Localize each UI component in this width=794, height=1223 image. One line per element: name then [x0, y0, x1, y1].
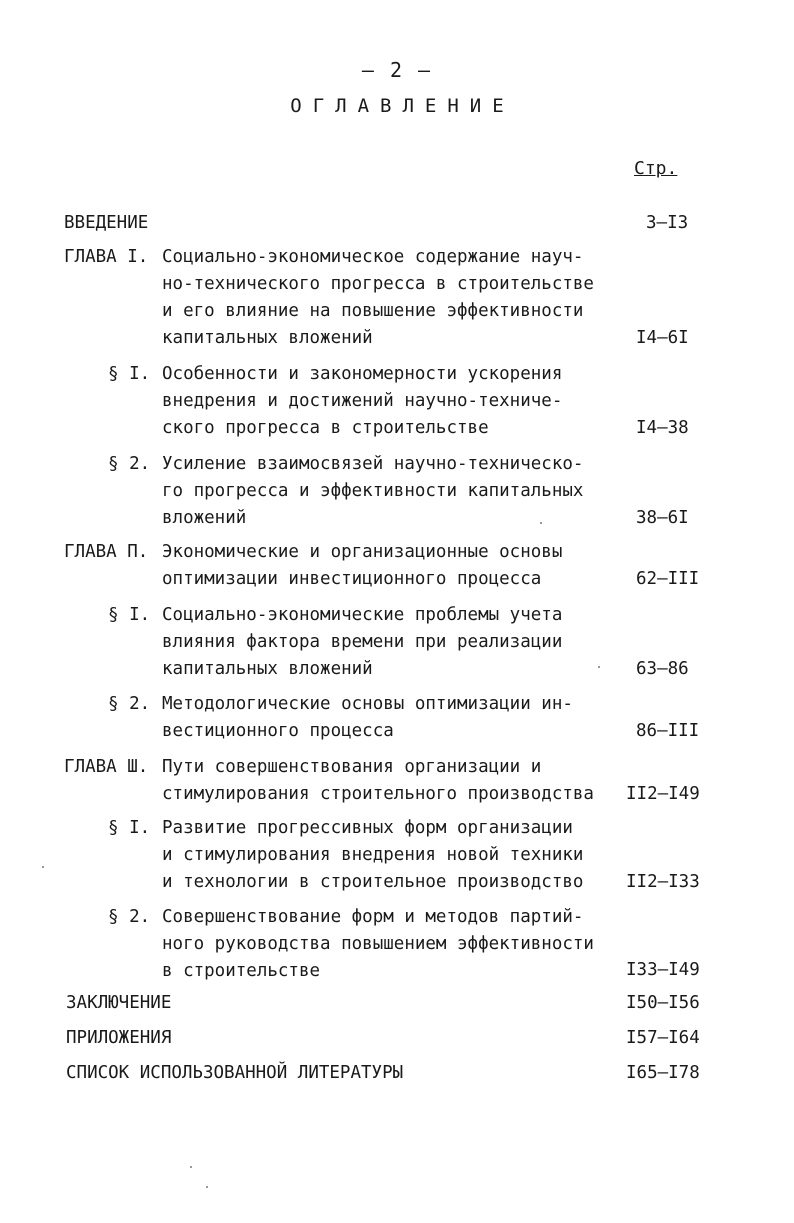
toc-entry-pages: 62–III: [636, 569, 700, 589]
toc-entry-text: оптимизации инвестиционного процесса: [162, 569, 542, 589]
toc-entry-text: ного руководства повышением эффективности: [162, 934, 594, 954]
toc-entry-label: § 2.: [108, 454, 151, 474]
toc-entry-label: § 2.: [108, 907, 151, 927]
toc-entry-label: § I.: [108, 605, 151, 625]
toc-entry-label: ПРИЛОЖЕНИЯ: [66, 1028, 172, 1048]
toc-entry-text: Развитие прогрессивных форм организации: [162, 818, 573, 838]
toc-entry-pages: II2–I49: [626, 784, 700, 804]
toc-entry-pages: I65–I78: [626, 1063, 700, 1083]
toc-entry-text: Социально-экономическое содержание науч-: [162, 247, 584, 267]
scan-speck: [206, 1186, 208, 1188]
toc-title: ОГЛАВЛЕНИЕ: [290, 95, 515, 117]
toc-entry-label: § 2.: [108, 694, 151, 714]
toc-entry-text: Усиление взаимосвязей научно-техническо-: [162, 454, 584, 474]
toc-entry-text: Экономические и организационные основы: [162, 542, 563, 562]
toc-entry-text: и его влияние на повышение эффективности: [162, 301, 584, 321]
toc-entry-text: Особенности и закономерности ускорения: [162, 364, 563, 384]
toc-entry-label: ГЛАВА Ш.: [64, 757, 149, 777]
toc-entry-text: вложений: [162, 508, 247, 528]
toc-entry-text: Пути совершенствования организации и: [162, 757, 542, 777]
scan-speck: [540, 522, 542, 524]
toc-entry-text: капитальных вложений: [162, 659, 373, 679]
toc-entry-label: ГЛАВА I.: [64, 247, 149, 267]
toc-entry-label: ГЛАВА П.: [64, 542, 149, 562]
toc-entry-pages: 63–86: [636, 659, 689, 679]
toc-entry-text: влияния фактора времени при реализации: [162, 632, 563, 652]
toc-entry-text: в строительстве: [162, 961, 321, 981]
toc-entry-label: ВВЕДЕНИЕ: [64, 213, 149, 233]
toc-entry-text: стимулирования строительного производства: [162, 784, 594, 804]
page-number: – 2 –: [361, 58, 433, 82]
toc-entry-text: Социально-экономические проблемы учета: [162, 605, 563, 625]
toc-entry-pages: 3–I3: [646, 213, 689, 233]
toc-entry-text: внедрения и достижений научно-техниче-: [162, 391, 563, 411]
toc-entry-pages: I57–I64: [626, 1028, 700, 1048]
toc-entry-text: капитальных вложений: [162, 328, 373, 348]
toc-entry-text: Совершенствование форм и методов партий-: [162, 907, 584, 927]
toc-entry-text: и технологии в строительное производство: [162, 872, 584, 892]
toc-entry-text: и стимулирования внедрения новой техники: [162, 845, 584, 865]
toc-entry-text: но-технического прогресса в строительстве: [162, 274, 594, 294]
toc-entry-pages: I33–I49: [626, 960, 700, 980]
toc-entry-pages: I4–38: [636, 418, 689, 438]
toc-entry-label: § I.: [108, 364, 151, 384]
toc-entry-text: ского прогресса в строительстве: [162, 418, 489, 438]
pages-column-header: Стр.: [634, 158, 678, 179]
toc-entry-pages: II2–I33: [626, 872, 700, 892]
toc-entry-text: Методологические основы оптимизации ин-: [162, 694, 573, 714]
scan-speck: [190, 1166, 192, 1168]
toc-entry-label: ЗАКЛЮЧЕНИЕ: [66, 993, 172, 1013]
toc-entry-pages: I4–6I: [636, 328, 689, 348]
toc-entry-text: го прогресса и эффективности капитальных: [162, 481, 584, 501]
scan-speck: [42, 866, 44, 868]
toc-entry-text: вестиционного процесса: [162, 721, 394, 741]
toc-entry-label: СПИСОК ИСПОЛЬЗОВАННОЙ ЛИТЕРАТУРЫ: [66, 1063, 404, 1083]
toc-entry-pages: 38–6I: [636, 508, 689, 528]
toc-entry-pages: 86–III: [636, 721, 700, 741]
toc-entry-pages: I50–I56: [626, 993, 700, 1013]
toc-entry-label: § I.: [108, 818, 151, 838]
scan-speck: [598, 666, 600, 668]
